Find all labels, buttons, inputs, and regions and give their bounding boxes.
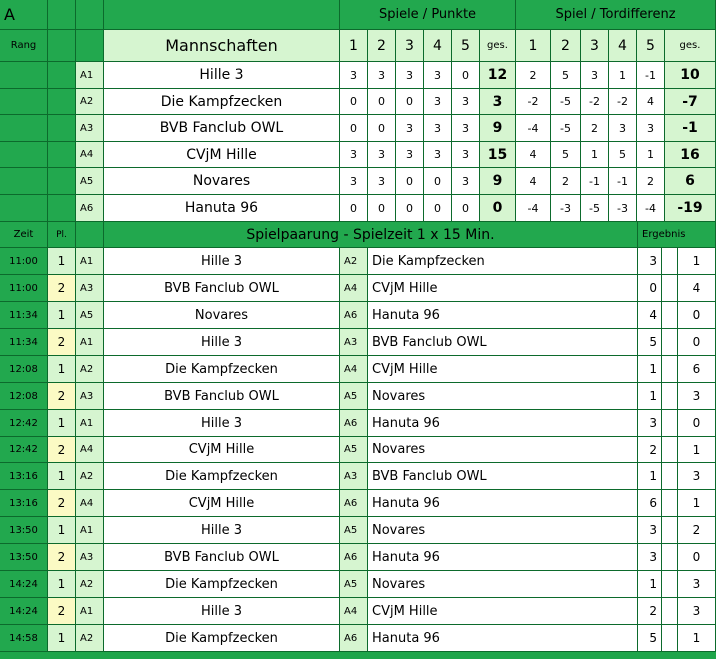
match-time: 14:58	[0, 625, 48, 652]
diff-game-value: 1	[581, 142, 609, 168]
points-game-value: 3	[368, 168, 396, 195]
pitch-number: 1	[48, 463, 76, 490]
match-time: 11:34	[0, 302, 48, 329]
zeit-header: Zeit	[0, 222, 48, 248]
home-team-name: Die Kampfzecken	[104, 571, 340, 598]
match-time: 14:24	[0, 571, 48, 598]
away-team-code: A3	[340, 329, 368, 356]
score-away[interactable]: 2	[678, 517, 716, 544]
score-home[interactable]: 2	[638, 598, 662, 625]
diff-game-value: 4	[516, 142, 551, 168]
points-game-value: 0	[424, 195, 452, 222]
away-team-code: A6	[340, 410, 368, 437]
home-team-code: A4	[76, 490, 104, 517]
diff-total: 10	[665, 62, 716, 89]
points-game-value: 0	[340, 89, 368, 115]
home-team-name: Die Kampfzecken	[104, 463, 340, 490]
match-time: 12:08	[0, 356, 48, 383]
diff-game-value: -5	[551, 89, 581, 115]
away-team-code: A6	[340, 302, 368, 329]
score-away[interactable]: 3	[678, 571, 716, 598]
pl-header: Pl.	[48, 222, 76, 248]
team-name: Die Kampfzecken	[104, 89, 340, 115]
away-team-name: Novares	[368, 437, 638, 463]
pitch-number: 2	[48, 544, 76, 571]
points-game-value: 3	[396, 142, 424, 168]
away-team-code: A6	[340, 490, 368, 517]
points-game-number: 4	[424, 30, 452, 62]
away-team-name: Novares	[368, 517, 638, 544]
away-team-name: Novares	[368, 383, 638, 410]
pitch-number: 2	[48, 329, 76, 356]
score-away[interactable]: 3	[678, 383, 716, 410]
points-game-value: 3	[424, 89, 452, 115]
score-away[interactable]: 3	[678, 598, 716, 625]
home-team-code: A4	[76, 437, 104, 463]
away-team-name: CVjM Hille	[368, 356, 638, 383]
away-team-name: Hanuta 96	[368, 410, 638, 437]
points-game-value: 3	[340, 168, 368, 195]
score-away[interactable]: 1	[678, 437, 716, 463]
score-home[interactable]: 6	[638, 490, 662, 517]
points-game-value: 0	[424, 168, 452, 195]
rank-cell	[0, 142, 48, 168]
diff-game-value: 3	[581, 62, 609, 89]
score-separator	[662, 625, 678, 652]
diff-game-value: -1	[609, 168, 637, 195]
pitch-number: 1	[48, 571, 76, 598]
points-game-value: 0	[396, 89, 424, 115]
diff-game-value: -3	[551, 195, 581, 222]
score-separator	[662, 356, 678, 383]
score-away[interactable]: 4	[678, 275, 716, 302]
pitch-number: 2	[48, 437, 76, 463]
pitch-number: 1	[48, 625, 76, 652]
away-team-name: Hanuta 96	[368, 544, 638, 571]
rank-cell	[0, 115, 48, 142]
rank-cell	[0, 89, 48, 115]
home-team-code: A2	[76, 463, 104, 490]
diff-game-number: 4	[609, 30, 637, 62]
diff-game-value: 2	[551, 168, 581, 195]
diff-game-value: -4	[516, 115, 551, 142]
score-home[interactable]: 3	[638, 248, 662, 275]
away-team-code: A4	[340, 275, 368, 302]
diff-total: -7	[665, 89, 716, 115]
home-team-name: Hille 3	[104, 248, 340, 275]
diff-total: -1	[665, 115, 716, 142]
score-separator	[662, 544, 678, 571]
diff-game-number: 5	[637, 30, 665, 62]
header-spacer	[76, 0, 104, 30]
points-total-header: ges.	[480, 30, 516, 62]
rang-header: Rang	[0, 30, 48, 62]
home-team-code: A2	[76, 625, 104, 652]
score-home[interactable]: 0	[638, 275, 662, 302]
away-team-code: A2	[340, 248, 368, 275]
home-team-name: Hille 3	[104, 329, 340, 356]
home-team-code: A1	[76, 410, 104, 437]
match-time: 11:34	[0, 329, 48, 356]
team-code: A1	[76, 62, 104, 89]
pitch-number: 2	[48, 490, 76, 517]
group-label: A	[0, 0, 48, 30]
diff-game-number: 2	[551, 30, 581, 62]
spiel-tordifferenz-header: Spiel / Tordifferenz	[516, 0, 716, 30]
score-separator	[662, 275, 678, 302]
score-away[interactable]: 6	[678, 356, 716, 383]
home-team-name: CVjM Hille	[104, 437, 340, 463]
score-separator	[662, 410, 678, 437]
team-name: CVjM Hille	[104, 142, 340, 168]
score-home[interactable]: 1	[638, 463, 662, 490]
score-home[interactable]: 2	[638, 437, 662, 463]
home-team-code: A5	[76, 302, 104, 329]
score-home[interactable]: 4	[638, 302, 662, 329]
points-game-number: 5	[452, 30, 480, 62]
home-team-name: Novares	[104, 302, 340, 329]
away-team-name: Die Kampfzecken	[368, 248, 638, 275]
diff-game-value: -1	[637, 62, 665, 89]
points-game-value: 0	[368, 195, 396, 222]
away-team-code: A5	[340, 437, 368, 463]
diff-game-value: -4	[637, 195, 665, 222]
header-spacer	[48, 0, 76, 30]
score-separator	[662, 383, 678, 410]
pitch-number: 2	[48, 383, 76, 410]
score-separator	[662, 437, 678, 463]
rank-spacer	[48, 195, 76, 222]
away-team-name: BVB Fanclub OWL	[368, 329, 638, 356]
diff-game-value: -2	[609, 89, 637, 115]
score-home[interactable]: 1	[638, 383, 662, 410]
score-home[interactable]: 3	[638, 517, 662, 544]
score-away[interactable]: 0	[678, 329, 716, 356]
home-team-name: Hille 3	[104, 410, 340, 437]
rank-spacer	[48, 62, 76, 89]
score-home[interactable]: 5	[638, 625, 662, 652]
away-team-code: A4	[340, 356, 368, 383]
home-team-code: A1	[76, 329, 104, 356]
match-time: 13:50	[0, 544, 48, 571]
points-game-value: 3	[452, 89, 480, 115]
match-time: 12:42	[0, 437, 48, 463]
diff-game-value: 2	[637, 168, 665, 195]
points-game-value: 3	[424, 115, 452, 142]
header-spacer	[76, 222, 104, 248]
score-away[interactable]: 0	[678, 410, 716, 437]
score-separator	[662, 329, 678, 356]
match-time: 11:00	[0, 248, 48, 275]
points-game-value: 3	[340, 142, 368, 168]
points-game-value: 0	[340, 115, 368, 142]
points-total: 12	[480, 62, 516, 89]
match-time: 14:24	[0, 598, 48, 625]
team-code: A4	[76, 142, 104, 168]
diff-game-value: 2	[516, 62, 551, 89]
points-total: 9	[480, 115, 516, 142]
points-game-value: 0	[368, 89, 396, 115]
score-away[interactable]: 0	[678, 302, 716, 329]
diff-total: -19	[665, 195, 716, 222]
pitch-number: 1	[48, 302, 76, 329]
score-away[interactable]: 1	[678, 490, 716, 517]
team-code: A6	[76, 195, 104, 222]
team-name: Novares	[104, 168, 340, 195]
diff-game-value: 2	[581, 115, 609, 142]
points-game-number: 3	[396, 30, 424, 62]
score-away[interactable]: 1	[678, 625, 716, 652]
mannschaften-header: Mannschaften	[104, 30, 340, 62]
score-separator	[662, 302, 678, 329]
diff-game-value: -5	[581, 195, 609, 222]
pitch-number: 1	[48, 356, 76, 383]
score-separator	[662, 571, 678, 598]
diff-game-value: 3	[637, 115, 665, 142]
home-team-name: Hille 3	[104, 598, 340, 625]
home-team-code: A1	[76, 248, 104, 275]
points-game-value: 0	[452, 195, 480, 222]
home-team-code: A2	[76, 356, 104, 383]
away-team-name: CVjM Hille	[368, 598, 638, 625]
diff-game-value: -3	[609, 195, 637, 222]
home-team-code: A2	[76, 571, 104, 598]
home-team-name: BVB Fanclub OWL	[104, 544, 340, 571]
score-separator	[662, 248, 678, 275]
score-away[interactable]: 1	[678, 248, 716, 275]
ergebnis-header: Ergebnis	[638, 222, 716, 248]
rank-spacer	[48, 115, 76, 142]
home-team-name: BVB Fanclub OWL	[104, 383, 340, 410]
rank-spacer	[48, 89, 76, 115]
match-time: 13:16	[0, 463, 48, 490]
diff-game-value: 5	[551, 142, 581, 168]
points-game-value: 3	[368, 62, 396, 89]
points-total: 15	[480, 142, 516, 168]
away-team-code: A5	[340, 571, 368, 598]
points-game-value: 3	[452, 142, 480, 168]
score-away[interactable]: 3	[678, 463, 716, 490]
team-name: Hille 3	[104, 62, 340, 89]
home-team-code: A1	[76, 598, 104, 625]
diff-game-value: 5	[551, 62, 581, 89]
away-team-name: Hanuta 96	[368, 490, 638, 517]
score-home[interactable]: 3	[638, 410, 662, 437]
away-team-code: A5	[340, 517, 368, 544]
score-home[interactable]: 3	[638, 544, 662, 571]
header-spacer	[76, 30, 104, 62]
diff-game-value: 1	[609, 62, 637, 89]
header-spacer	[48, 30, 76, 62]
rank-cell	[0, 195, 48, 222]
points-game-value: 3	[368, 142, 396, 168]
points-game-value: 3	[396, 62, 424, 89]
match-time: 12:08	[0, 383, 48, 410]
diff-game-value: -2	[581, 89, 609, 115]
pitch-number: 1	[48, 517, 76, 544]
home-team-name: Die Kampfzecken	[104, 625, 340, 652]
score-home[interactable]: 5	[638, 329, 662, 356]
points-game-value: 3	[340, 62, 368, 89]
pitch-number: 2	[48, 598, 76, 625]
points-total: 0	[480, 195, 516, 222]
team-code: A5	[76, 168, 104, 195]
points-game-value: 0	[368, 115, 396, 142]
diff-game-value: -4	[516, 195, 551, 222]
rank-spacer	[48, 168, 76, 195]
away-team-name: CVjM Hille	[368, 275, 638, 302]
away-team-name: BVB Fanclub OWL	[368, 463, 638, 490]
match-time: 13:16	[0, 490, 48, 517]
team-code: A2	[76, 89, 104, 115]
diff-game-value: 3	[609, 115, 637, 142]
match-time: 13:50	[0, 517, 48, 544]
points-game-value: 3	[452, 115, 480, 142]
diff-total-header: ges.	[665, 30, 716, 62]
diff-game-value: 4	[516, 168, 551, 195]
header-spacer	[104, 0, 340, 30]
home-team-name: Die Kampfzecken	[104, 356, 340, 383]
points-game-value: 0	[452, 62, 480, 89]
score-separator	[662, 517, 678, 544]
diff-game-value: 4	[637, 89, 665, 115]
rank-spacer	[48, 142, 76, 168]
team-name: BVB Fanclub OWL	[104, 115, 340, 142]
rank-cell	[0, 62, 48, 89]
diff-game-value: 5	[609, 142, 637, 168]
home-team-name: Hille 3	[104, 517, 340, 544]
home-team-code: A3	[76, 383, 104, 410]
away-team-code: A4	[340, 598, 368, 625]
points-game-number: 2	[368, 30, 396, 62]
diff-game-number: 3	[581, 30, 609, 62]
diff-game-value: -2	[516, 89, 551, 115]
diff-total: 16	[665, 142, 716, 168]
points-game-value: 0	[396, 168, 424, 195]
points-game-value: 0	[396, 195, 424, 222]
points-game-value: 3	[396, 115, 424, 142]
away-team-name: Hanuta 96	[368, 302, 638, 329]
score-separator	[662, 463, 678, 490]
away-team-name: Hanuta 96	[368, 625, 638, 652]
score-home[interactable]: 1	[638, 356, 662, 383]
score-separator	[662, 490, 678, 517]
score-away[interactable]: 0	[678, 544, 716, 571]
away-team-code: A3	[340, 463, 368, 490]
spiele-punkte-header: Spiele / Punkte	[340, 0, 516, 30]
diff-game-number: 1	[516, 30, 551, 62]
points-game-value: 3	[424, 142, 452, 168]
diff-total: 6	[665, 168, 716, 195]
away-team-code: A6	[340, 625, 368, 652]
pitch-number: 1	[48, 248, 76, 275]
points-game-value: 3	[452, 168, 480, 195]
points-game-value: 3	[424, 62, 452, 89]
match-time: 11:00	[0, 275, 48, 302]
score-home[interactable]: 1	[638, 571, 662, 598]
pitch-number: 2	[48, 275, 76, 302]
points-game-value: 0	[340, 195, 368, 222]
diff-game-value: -5	[551, 115, 581, 142]
pitch-number: 1	[48, 410, 76, 437]
away-team-name: Novares	[368, 571, 638, 598]
points-total: 3	[480, 89, 516, 115]
home-team-code: A3	[76, 544, 104, 571]
away-team-code: A5	[340, 383, 368, 410]
diff-game-value: 1	[637, 142, 665, 168]
match-time: 12:42	[0, 410, 48, 437]
points-game-number: 1	[340, 30, 368, 62]
home-team-name: CVjM Hille	[104, 490, 340, 517]
spielpaarung-header: Spielpaarung - Spielzeit 1 x 15 Min.	[104, 222, 638, 248]
home-team-name: BVB Fanclub OWL	[104, 275, 340, 302]
home-team-code: A3	[76, 275, 104, 302]
points-total: 9	[480, 168, 516, 195]
rank-cell	[0, 168, 48, 195]
home-team-code: A1	[76, 517, 104, 544]
team-code: A3	[76, 115, 104, 142]
diff-game-value: -1	[581, 168, 609, 195]
team-name: Hanuta 96	[104, 195, 340, 222]
score-separator	[662, 598, 678, 625]
away-team-code: A6	[340, 544, 368, 571]
